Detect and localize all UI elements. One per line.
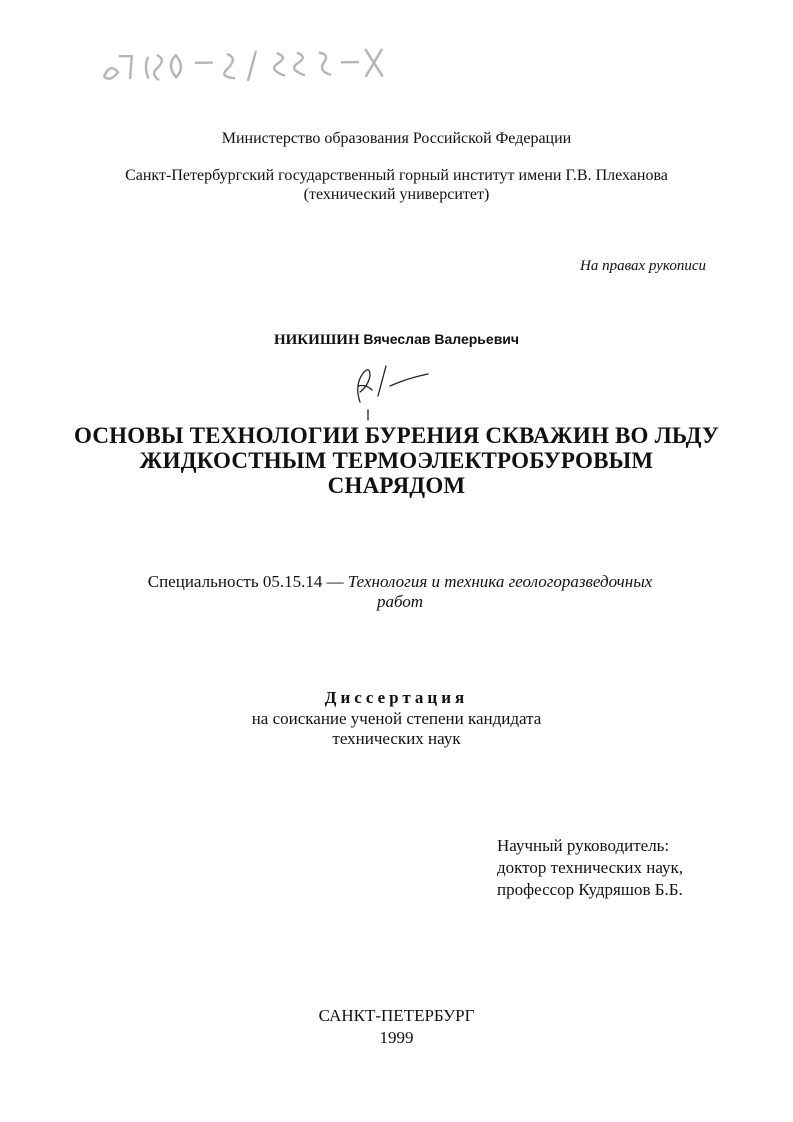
purpose-line-2: технических наук <box>332 729 461 748</box>
specialty <box>100 572 700 612</box>
dissertation-type: Диссертация <box>324 688 469 707</box>
title-line-3: СНАРЯДОМ <box>327 473 466 498</box>
supervisor-name: профессор Кудряшов Б.Б. <box>497 880 683 899</box>
imprint <box>0 1005 793 1049</box>
institute-line-2: (технический университет) <box>303 186 490 203</box>
archive-stamp <box>96 37 397 100</box>
institute-name <box>0 166 793 204</box>
specialty-name-line-1: Технология и техника геологоразведочных <box>347 572 653 591</box>
specialty-label: Специальность 05.15.14 — <box>147 572 344 591</box>
dissertation-title <box>0 423 793 498</box>
handwritten-signature <box>340 352 440 422</box>
archive-stamp-mark <box>96 37 397 92</box>
author-name <box>0 331 793 349</box>
city: САНКТ-ПЕТЕРБУРГ <box>318 1006 475 1025</box>
supervisor-block <box>497 835 757 901</box>
specialty-name-line-2: работ <box>376 592 424 611</box>
year: 1999 <box>379 1028 414 1047</box>
purpose-line-1: на соискание ученой степени кандидата <box>251 709 542 728</box>
author-given-names: Вячеслав Валерьевич <box>363 331 520 347</box>
ministry-name: Министерство образования Российской Федерации <box>221 130 572 147</box>
supervisor-degree: доктор технических наук, <box>497 858 684 877</box>
title-line-2: ЖИДКОСТНЫМ ТЕРМОЭЛЕКТРОБУРОВЫМ <box>139 448 654 473</box>
title-line-1: ОСНОВЫ ТЕХНОЛОГИИ БУРЕНИЯ СКВАЖИН ВО ЛЬДУ <box>73 423 720 448</box>
dissertation-purpose <box>0 709 793 749</box>
institute-line-1: Санкт-Петербургский государственный горный институт имени Г.В. Плеханова <box>125 167 668 184</box>
manuscript-note: На правах рукописи <box>580 258 706 274</box>
supervisor-label: Научный руководитель: <box>497 836 670 855</box>
author-surname: НИКИШИН <box>273 332 360 348</box>
